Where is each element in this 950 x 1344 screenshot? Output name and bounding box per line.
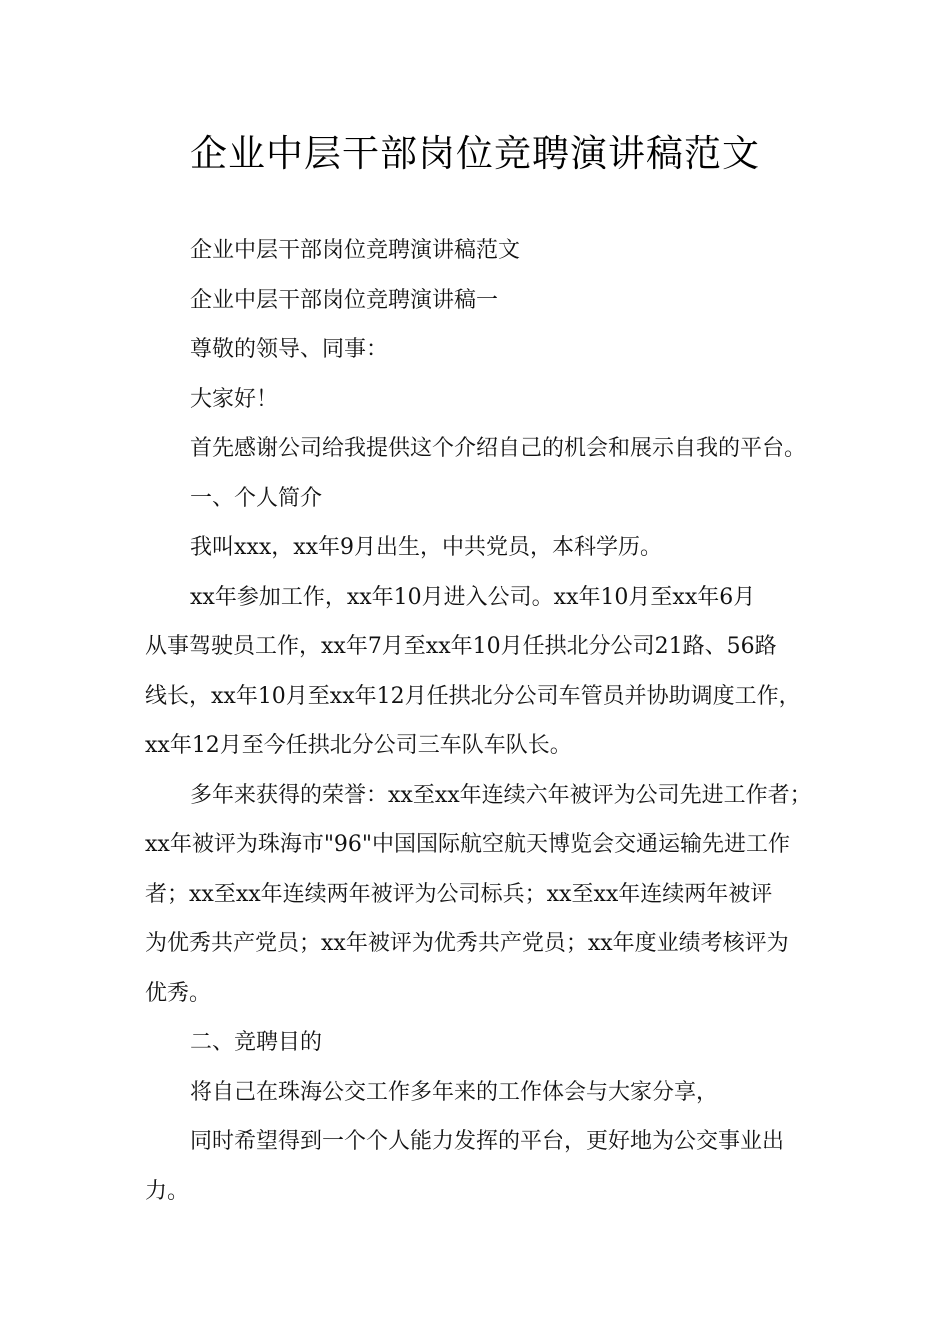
text-line: 同时希望得到一个个人能力发挥的平台，更好地为公交事业出 <box>190 1129 785 1154</box>
text-line: 尊敬的领导、同事： <box>190 337 389 362</box>
paragraph-subtitle <box>145 226 825 276</box>
text-line: 二、竞聘目的 <box>190 1030 323 1055</box>
text-line: 从事驾驶员工作，xx年7月至xx年10月任拱北分公司21路、56路 <box>145 634 777 659</box>
paragraph-name <box>145 523 825 573</box>
section-heading-purpose <box>145 1018 825 1068</box>
text-line: 优秀。 <box>145 980 212 1006</box>
text-line: 为优秀共产党员；xx年被评为优秀共产党员；xx年度业绩考核评为 <box>145 931 789 956</box>
text-line: xx年参加工作，xx年10月进入公司。xx年10月至xx年6月 <box>190 584 756 610</box>
paragraph-greeting <box>145 375 825 425</box>
text-line: xx年12月至今任拱北分公司三车队车队长。 <box>145 733 572 758</box>
paragraph-honors <box>145 771 825 1019</box>
paragraph-share <box>145 1068 825 1118</box>
text-line: 大家好！ <box>190 386 279 412</box>
paragraph-heading <box>145 276 825 326</box>
paragraph-career <box>145 573 825 771</box>
text-line: 线长，xx年10月至xx年12月任拱北分公司车管员并协助调度工作， <box>145 683 801 709</box>
text-line: 力。 <box>145 1178 190 1204</box>
text-line: xx年被评为珠海市"96"中国国际航空航天博览会交通运输先进工作 <box>145 832 791 857</box>
paragraph-thanks <box>145 424 825 474</box>
text-line: 我叫xxx，xx年9月出生，中共党员，本科学历。 <box>190 535 663 560</box>
text-line: 首先感谢公司给我提供这个介绍自己的机会和展示自我的平台。 <box>190 436 807 461</box>
document-title: 企业中层干部岗位竞聘演讲稿范文 <box>190 132 760 175</box>
section-heading-intro <box>145 474 825 524</box>
text-line: 多年来获得的荣誉：xx至xx年连续六年被评为公司先进工作者； <box>190 782 812 808</box>
paragraph-salutation <box>145 325 825 375</box>
text-line: 将自己在珠海公交工作多年来的工作体会与大家分享， <box>190 1079 719 1105</box>
text-line: 一、个人简介 <box>190 485 323 511</box>
paragraph-hope <box>145 1117 825 1216</box>
text-line: 者；xx至xx年连续两年被评为公司标兵；xx至xx年连续两年被评 <box>145 881 773 907</box>
text-line: 企业中层干部岗位竞聘演讲稿范文 <box>190 238 521 263</box>
text-line: 企业中层干部岗位竞聘演讲稿一 <box>190 287 499 313</box>
document-body <box>145 226 825 1216</box>
